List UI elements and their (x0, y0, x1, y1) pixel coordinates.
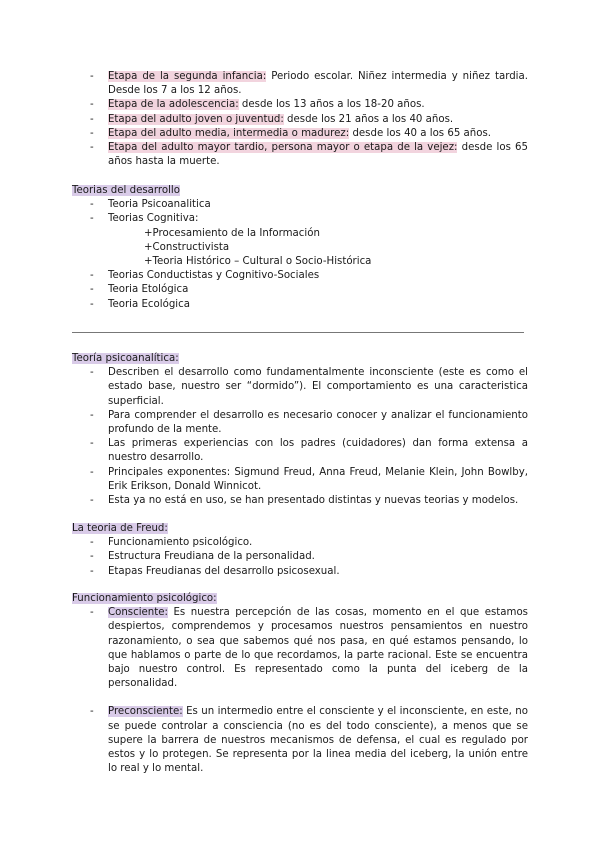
list-item: - Funcionamiento psicológico. (72, 536, 528, 550)
highlighted-term: Etapa del adulto joven o juventud: (108, 113, 284, 125)
highlighted-term: Etapa del adulto media, intermedia o madurez: (108, 127, 350, 139)
list-item-text: Es nuestra percepción de las cosas, momento en el que estamos despiertos, comprendemos y procesamos nuestros pensamientos en nuestro razonamiento, o sea que sabemos qué nos pasa, en qué estamos pensando, lo que hablamos o parte de lo que recordamos, la parte racional. Este se encuentra bajo nuestro control. Es representado como la punta del iceberg de la personalidad. (108, 607, 528, 690)
section-heading: Teoría psicoanalítica: (72, 353, 179, 364)
list-item-text: desde los 21 años a los 40 años. (283, 113, 454, 125)
list-item (72, 705, 528, 776)
section-heading: Teorias del desarrollo (72, 185, 180, 196)
list-item: - Teorias Conductistas y Cognitivo-Sociales (72, 269, 528, 283)
psychoanalytic-list (72, 366, 528, 508)
list-item: - Teoria Etológica (72, 283, 528, 297)
highlighted-term: Etapa de la adolescencia: (108, 99, 239, 111)
freud-section (72, 522, 528, 579)
theories-section (72, 184, 528, 312)
functioning-list-continued (72, 705, 528, 776)
list-item (72, 70, 528, 98)
freud-list (72, 536, 528, 579)
list-item (72, 127, 528, 141)
highlighted-term: Preconsciente: (108, 706, 183, 718)
list-item: - Para comprender el desarrollo es necesario conocer y analizar el funcionamiento profundo de la mente. (72, 409, 528, 437)
list-item: - Esta ya no está en uso, se han presentado distintas y nuevas teorias y modelos. (72, 494, 528, 508)
highlighted-term: Etapa de la segunda infancia: (108, 71, 267, 82)
list-item: - Teoria Psicoanalitica (72, 198, 528, 212)
stages-list (72, 70, 528, 169)
list-item (72, 141, 528, 169)
sub-list-item: +Procesamiento de la Información (144, 227, 320, 239)
psychoanalytic-section (72, 352, 528, 508)
list-item: - Las primeras experiencias con los padres (cuidadores) dan forma extensa a nuestro desarrollo. (72, 437, 528, 465)
list-item-text: Es un intermedio entre el consciente y el inconsciente, en este, no se puede controlar a consciencia (no es del todo consciente), a menos que se supere la barrera de nuestros mecanismos de defensa, el cual es regulado por estos y lo protegen. Se representa por la linea media del iceberg, la unión entre lo real y lo mental. (108, 706, 528, 775)
list-item-text: desde los 13 años a los 18-20 años. (238, 99, 425, 111)
list-item: - Principales exponentes: Sigmund Freud, Anna Freud, Melanie Klein, John Bowlby, Erik Erikson, Donald Winnicot. (72, 466, 528, 494)
list-item: - Teoria Ecológica (72, 298, 528, 312)
spacer (72, 691, 528, 705)
list-item-text: desde los 65 años hasta la muerte. (108, 142, 528, 168)
list-item-text: desde los 40 a los 65 años. (349, 127, 492, 139)
list-item: - Estructura Freudiana de la personalidad. (72, 550, 528, 564)
list-item: - Describen el desarrollo como fundamentalmente inconsciente (este es como el estado base, nuestro ser “dormido”). El comportamiento es una caracteristica superficial. (72, 366, 528, 409)
sub-list-item: +Teoria Histórico – Cultural o Socio-Histórica (144, 256, 372, 268)
list-item (72, 113, 528, 127)
functioning-section (72, 592, 528, 776)
horizontal-divider (72, 332, 524, 333)
list-item (72, 98, 528, 112)
sub-list-item: +Constructivista (144, 241, 230, 253)
list-item: - Etapas Freudianas del desarrollo psicosexual. (72, 565, 528, 579)
highlighted-term: Etapa del adulto mayor tardio, persona mayor o etapa de la vejez: (108, 142, 458, 154)
list-item-text: Periodo escolar. Niñez intermedia y niñez tardia. Desde los 7 a los 12 años. (108, 71, 528, 97)
list-item: - Teorias Cognitiva: (72, 212, 528, 226)
highlighted-term: Consciente: (108, 607, 168, 619)
functioning-list (72, 606, 528, 691)
section-heading: Funcionamiento psicológico: (72, 593, 217, 604)
theories-list (72, 198, 528, 312)
list-item (72, 606, 528, 691)
section-heading: La teoria de Freud: (72, 523, 168, 534)
